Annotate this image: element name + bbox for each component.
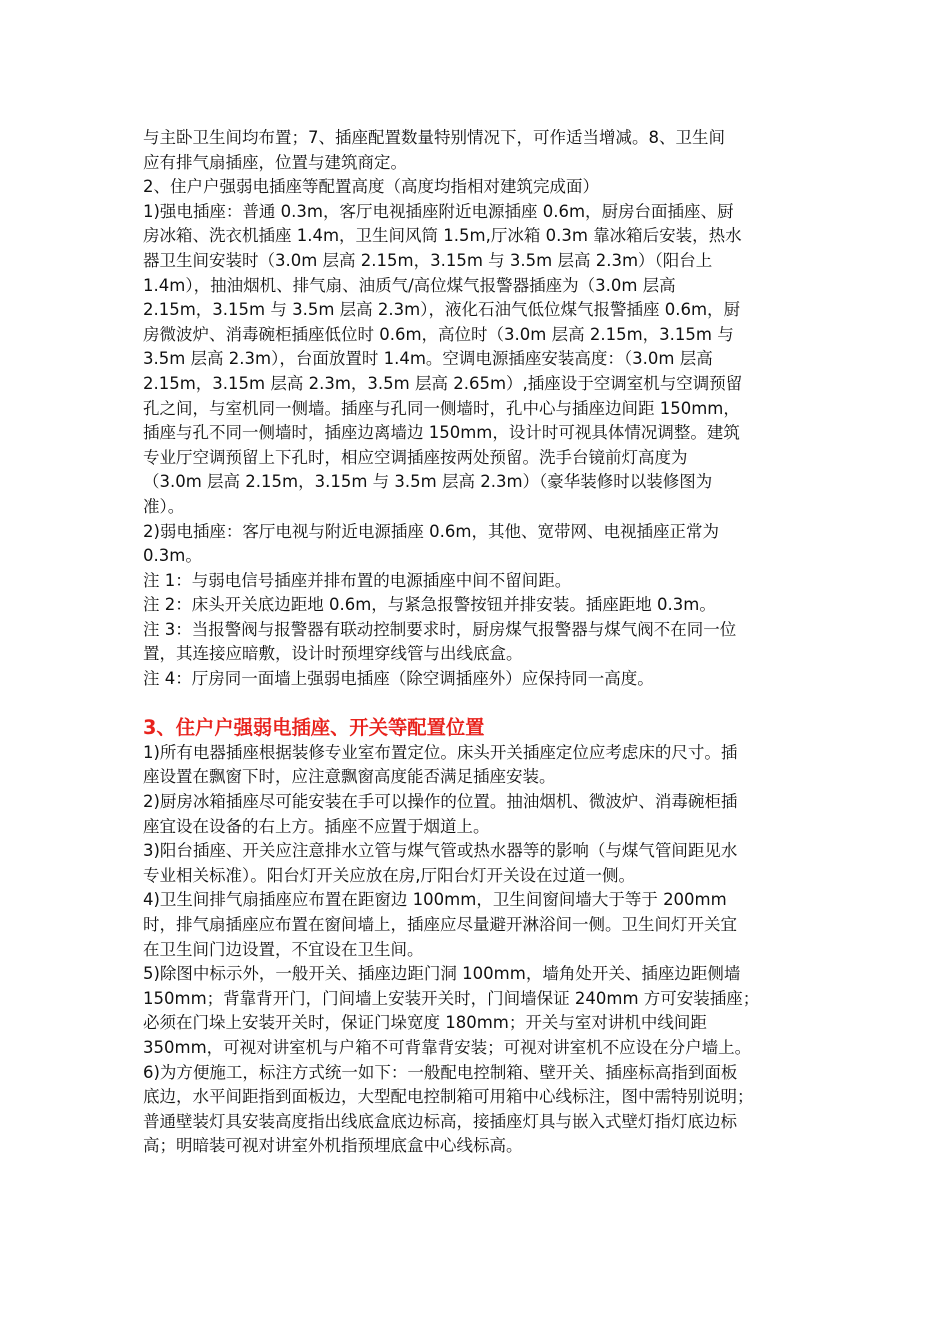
note-line: 置，其连接应暗敷，设计时预埋穿线管与出线底盒。 [143, 644, 523, 664]
text-line: 时，排气扇插座应布置在窗间墙上，插座应尽量避开淋浴间一侧。卫生间灯开关宜 [143, 915, 737, 934]
text-line: 器卫生间安装时（3.0m 层高 2.15m，3.15m 与 3.5m 层高 2.3m）（阳台上 [143, 250, 713, 270]
text-line: 底边，水平间距指到面板边，大型配电控制箱可用箱中心线标注，图中需特别说明； [143, 1087, 754, 1107]
text-line: 座宜设在设备的右上方。插座不应置于烟道上。 [143, 816, 490, 836]
text-line: 6)为方便施工，标注方式统一如下：一般配电控制箱、壁开关、插座标高指到面板 [143, 1062, 738, 1082]
text-line: 1.4m），抽油烟机、排气扇、油质气/高位煤气报警器插座为（3.0m 层高 [143, 275, 676, 295]
section-3-heading: 3、住户户强弱电插座、开关等配置位置 [143, 716, 485, 740]
note-line: 注 4：厅房同一面墙上强弱电插座（除空调插座外）应保持同一高度。 [143, 669, 654, 689]
note-line: 注 2：床头开关底边距地 0.6m，与紧急报警按钮并排安装。插座距地 0.3m。 [143, 595, 716, 615]
text-line: 专业相关标准）。阳台灯开关应放在房,厅阳台灯开关设在过道一侧。 [143, 865, 635, 885]
text-line: 高；明暗装可视对讲室外机指预埋底盒中心线标高。 [143, 1136, 523, 1156]
section-2-body [143, 126, 823, 692]
text-line: 房冰箱、洗衣机插座 1.4m，卫生间风筒 1.5m,厅冰箱 0.3m 靠冰箱后安装，热水 [143, 226, 742, 246]
text-line: 与主卧卫生间均布置；7、插座配置数量特别情况下，可作适当增减。8、卫生间 [143, 128, 725, 147]
text-line: 专业厅空调预留上下孔时，相应空调插座按两处预留。洗手台镜前灯高度为 [143, 447, 688, 467]
text-line: 3)阳台插座、开关应注意排水立管与煤气管或热水器等的影响（与煤气管间距见水 [143, 841, 738, 861]
text-line: 150mm；背靠背开门，门间墙上安装开关时，门间墙保证 240mm 方可安装插座； [143, 988, 760, 1008]
text-line: 插座与孔不同一侧墙时，插座边离墙边 150mm，设计时可视具体情况调整。建筑 [143, 423, 740, 443]
text-line: （3.0m 层高 2.15m，3.15m 与 3.5m 层高 2.3m）（豪华装修时以装修图为 [143, 472, 713, 492]
text-line: 2、住户户强弱电插座等配置高度（高度均指相对建筑完成面） [143, 177, 599, 197]
text-line: 普通壁装灯具安装高度指出线底盒底边标高，接插座灯具与嵌入式壁灯指灯底边标 [143, 1111, 737, 1131]
document-page [143, 126, 823, 1159]
text-line: 准）。 [143, 496, 185, 516]
text-line: 房微波炉、消毒碗柜插座低位时 0.6m，高位时（3.0m 层高 2.15m，3.15m 与 [143, 324, 734, 344]
text-line: 在卫生间门边设置，不宜设在卫生间。 [143, 939, 424, 959]
text-line: 4)卫生间排气扇插座应布置在距窗边 100mm，卫生间窗间墙大于等于 200mm [143, 890, 727, 910]
text-line: 5)除图中标示外，一般开关、插座边距门洞 100mm，墙角处开关、插座边距侧墙 [143, 964, 741, 984]
section-3-body [143, 741, 823, 1159]
text-line: 350mm，可视对讲室机与户箱不可背靠背安装；可视对讲室机不应设在分户墙上。 [143, 1037, 752, 1057]
text-line: 2)厨房冰箱插座尽可能安装在手可以操作的位置。抽油烟机、微波炉、消毒碗柜插 [143, 792, 738, 812]
text-line: 2)弱电插座：客厅电视与附近电源插座 0.6m，其他、宽带网、电视插座正常为 [143, 521, 719, 541]
text-line: 0.3m。 [143, 546, 202, 566]
text-line: 应有排气扇插座，位置与建筑商定。 [143, 152, 407, 172]
text-line: 孔之间，与室机同一侧墙。插座与孔同一侧墙时，孔中心与插座边间距 150mm， [143, 398, 740, 418]
text-line: 1)强电插座：普通 0.3m，客厅电视插座附近电源插座 0.6m，厨房台面插座、厨 [143, 201, 734, 221]
text-line: 必须在门垛上安装开关时，保证门垛宽度 180mm；开关与室对讲机中线间距 [143, 1013, 707, 1033]
text-line: 1)所有电器插座根据装修专业室布置定位。床头开关插座定位应考虑床的尺寸。插 [143, 742, 738, 762]
text-line: 2.15m，3.15m 与 3.5m 层高 2.3m），液化石油气低位煤气报警插座 0.6m，厨 [143, 300, 741, 320]
text-line: 3.5m 层高 2.3m），台面放置时 1.4m。空调电源插座安装高度：（3.0m 层高 [143, 349, 713, 369]
text-line: 2.15m，3.15m 层高 2.3m，3.5m 层高 2.65m）,插座设于空调室机与空调预留 [143, 373, 743, 393]
text-line: 座设置在飘窗下时，应注意飘窗高度能否满足插座安装。 [143, 767, 556, 787]
note-line: 注 1：与弱电信号插座并排布置的电源插座中间不留间距。 [143, 570, 572, 590]
note-line: 注 3：当报警阀与报警器有联动控制要求时，厨房煤气报警器与煤气阀不在同一位 [143, 619, 737, 639]
